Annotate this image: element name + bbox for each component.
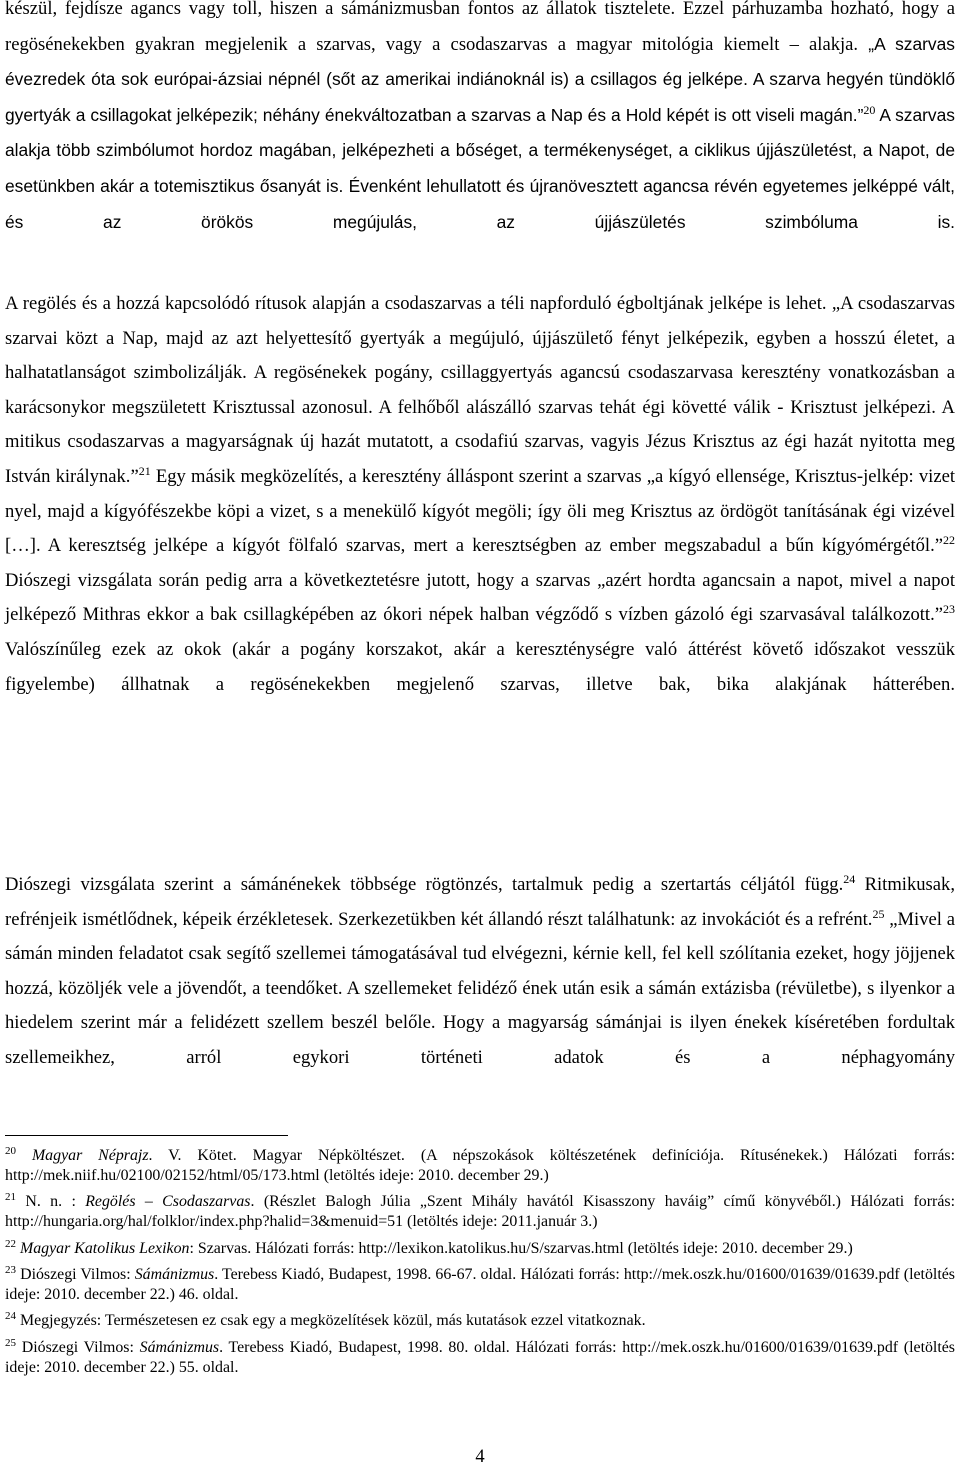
footnote-number: 22 (5, 1237, 16, 1250)
footnote-prefix: Diószegi Vilmos: (21, 1338, 140, 1356)
paragraph-2-text-b: Egy másik megközelítés, a keresztény álláspont szerint a szarvas „a kígyó ellensége, Krisztus-jelkép: vizet nyel, majd a kígyófészekbe köpi a vizet, s a menekülő kígyót megöli; így öli meg Krisztus az ördögöt tanításának égi vizével […]. A keresztség jelképe a kígyót fölfaló szarvas, mert a keresztségben az ember megszabadul a bűn kígyómérgétől.” (5, 465, 955, 557)
footnote-number: 25 (5, 1336, 16, 1349)
footnote-number: 24 (5, 1310, 16, 1323)
footnote-ref-24[interactable]: 24 (843, 872, 856, 886)
footnote-title: Regölés – Csodaszarvas (85, 1193, 251, 1211)
footnote-title: Magyar Néprajz (31, 1147, 149, 1164)
footnote-24 (5, 1311, 955, 1331)
footnote-number: 21 (5, 1191, 16, 1204)
footnote-ref-22[interactable]: 22 (943, 533, 955, 548)
footnote-23 (5, 1265, 955, 1305)
footnote-20 (5, 1146, 955, 1186)
page-number: 4 (475, 1446, 485, 1467)
footnote-text: Megjegyzés: Természetesen ez csak egy a megközelítések közül, más kutatások ezzel vitatkoznak. (19, 1312, 646, 1330)
footnote-ref-23[interactable]: 23 (943, 602, 955, 617)
paragraph-3 (5, 868, 955, 1076)
footnote-ref-20[interactable]: 20 (863, 102, 876, 117)
paragraph-3-text-b: Ritmikusak, refrénjeik ismétlődnek, képeik érzékletesek. Szerkezetükben két állandó részt találhatunk: az invokációt és a refrént. (5, 874, 955, 930)
paragraph-2 (5, 287, 955, 702)
paragraph-2-text-d: Valószínűleg ezek az okok (akár a pogány korszakot, akár a kereszténységre való áttérést követő időszakot vesszük figyelembe) állhatnak a regösénekekben megjelenő szarvas, illetve bak, bika alakjának hátterében. (5, 638, 955, 695)
paragraph-1-text-b: A szarvas alakja több szimbólumot hordoz magában, jelképezheti a bőséget, a termékenységet, a ciklikus újjászületést, a Napot, de esetünkben akár a totemisztikus ősanyát is. Évenként lehullatott és újranövesztett agancsa révén egyetemes jelképpé vált, és az örökös megújulás, az újjászületés szimbóluma is. (5, 104, 955, 232)
footnote-number: 23 (5, 1264, 16, 1277)
footnote-title: Sámánizmus (134, 1266, 215, 1284)
paragraph-2-text-a: A regölés és a hozzá kapcsolódó rítusok alapján a csodaszarvas a téli napforduló égboltjának jelképe is lehet. „A csodaszarvas szarvai közt a Nap, majd az azt helyettesítő gyertyák a megújuló, újjászülető fényt jelképezik, egyben a hosszú életet, a halhatatlanságot szimbolizálják. A regösénekek pogány, csillaggyertyás agancsú csodaszarvasa keresztény vonatkozásban a karácsonykor megszületett Krisztussal azonosul. A felhőből alászálló szarvas tehát égi követté válik - Krisztust jelképezi. A mitikus csodaszarvas a magyarságnak új hazát mutatott, a csodafiú szarvas, vagyis Jézus Krisztus az égi hazát nyitotta meg István királynak.” (5, 293, 955, 487)
paragraph-1-text-a: készül, fejdísze agancs vagy toll, hiszen a sámánizmusban fontos az állatok tisztelete. Ezzel párhuzamba hozható, hogy a regösénekekben gyakran megjelenik a szarvas, vagy a csodaszarvas a magyar mitológia kiemelt – alakja. (5, 0, 955, 55)
footnote-ref-25[interactable]: 25 (872, 906, 885, 921)
footnote-text: . Terebess Kiadó, Budapest, 1998. 66-67. oldal. Hálózati forrás: http://mek.oszk.hu/01600/01639/01639.pdf (letöltés ideje: 2010. december 22.) 46. oldal. (5, 1266, 955, 1304)
footnote-ref-21[interactable]: 21 (138, 463, 151, 478)
paragraph-1-quote-b: A szarva hegyén tündöklő gyertyák a csillagokat jelképezik; néhány énekváltozatban a szarvas a Nap és a Hold képét is ott viseli magán.” (5, 69, 955, 125)
footnote-number: 20 (5, 1145, 16, 1157)
footnotes (5, 1146, 955, 1384)
footnote-21 (5, 1192, 955, 1232)
footnote-text: . Terebess Kiadó, Budapest, 1998. 80. oldal. Hálózati forrás: http://mek.oszk.hu/01600/01639/01639.pdf (letöltés ideje: 2010. december 22.) 55. oldal. (5, 1338, 955, 1376)
footnote-title: Magyar Katolikus Lexikon (19, 1239, 190, 1257)
paragraph-3-text-c: „Mivel a sámán minden feladatot csak segítő szellemei támogatásával tud elvégezni, kérnie kell, fel kell szólítania ezeket, hogy jöjjenek hozzá, közöljék vele a jövendőt, a teendőket. A szellemeket felidéző ének után esik a sámán extázisba (révületbe), s ilyenkor a hiedelem szerint már a felidézett szellem beszél belőle. Hogy a magyarság sámánjai is ilyen énekek kíséretében fordultak szellemeikhez, arról egykori történeti adatok és a néphagyomány (5, 908, 955, 1068)
paragraph-3-text-a: Diószegi vizsgálata szerint a sámánénekek többsége rögtönzés, tartalmuk pedig a szertartás céljától függ. (5, 874, 844, 895)
footnote-text: : Szarvas. Hálózati forrás: http://lexikon.katolikus.hu/S/szarvas.html (letöltés ideje: 2010. december 29.) (189, 1239, 853, 1257)
footnote-title: Sámánizmus (139, 1338, 220, 1356)
footnote-separator (5, 1135, 288, 1136)
footnote-text: . (Részlet Balogh Júlia „Szent Mihály havától Kisasszony haváig” című könyvéből.) Hálózati forrás: http://hungaria.org/hal/folklor/index.php?halid=3&menuid=51 (letöltés ideje: 2011.január 3.) (5, 1193, 955, 1231)
paragraph-1 (5, 0, 955, 240)
footnote-prefix: Diószegi Vilmos: (20, 1266, 135, 1284)
footnote-22 (5, 1239, 955, 1259)
footnote-text: . V. Kötet. Magyar Népköltészet. (A népszokások költészetének definíciója. Rítusénekek.) Hálózati forrás: http://mek.niif.hu/02100/02152/html/05/173.html (letöltés ideje: 2010. december 29.) (5, 1147, 955, 1185)
paragraph-1-quote-a: „A szarvas évezredek óta sok európai-ázsiai népnél (sőt az amerikai indiánoknál is) a csillagos ég jelképe. (5, 33, 955, 90)
footnote-25 (5, 1338, 955, 1378)
footnote-prefix: N. n. : (25, 1193, 86, 1211)
paragraph-2-text-c: Diószegi vizsgálata során pedig arra a következtetésre jutott, hogy a szarvas „azért hordta agancsain a napot, mivel a napot jelképező Mithras ekkor a bak csillagképében az ókori népek halban végződő s vízben gázoló égi szarvasával találkozott.” (5, 569, 955, 626)
